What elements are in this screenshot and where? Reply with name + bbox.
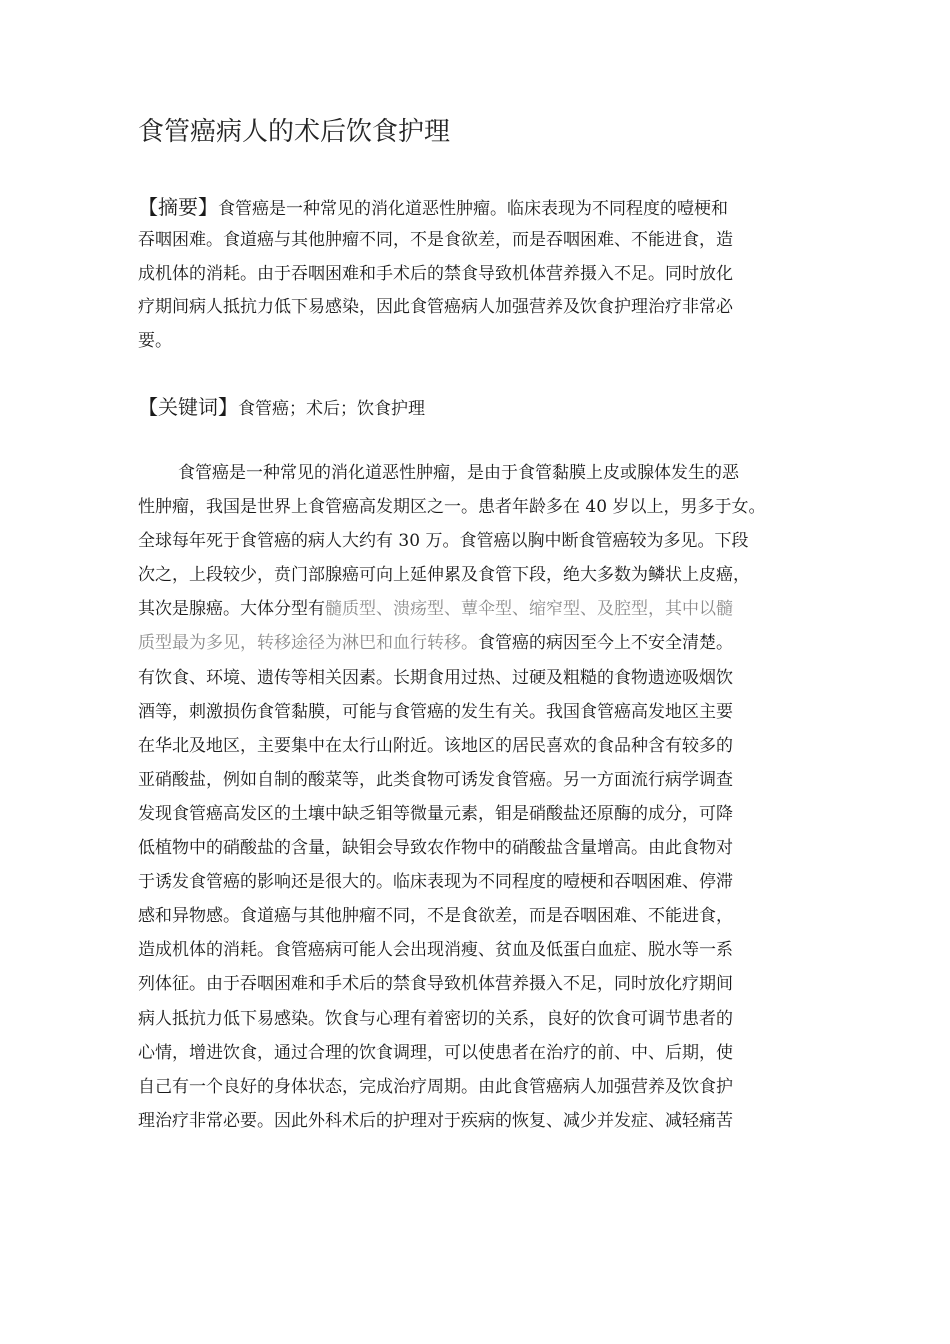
body-paragraph	[138, 456, 838, 1138]
document-title: 食管癌病人的术后饮食护理	[138, 117, 451, 147]
body-line	[138, 592, 838, 626]
abstract-line	[138, 191, 828, 224]
body-line	[138, 626, 838, 660]
body-line: 自己有一个良好的身体状态，完成治疗周期。由此食管癌病人加强营养及饮食护	[138, 1076, 733, 1097]
abstract-line: 成机体的消耗。由于吞咽困难和手术后的禁食导致机体营养摄入不足。同时放化	[138, 263, 733, 284]
body-text-segment: 其次是腺癌。大体分型有	[138, 599, 325, 620]
abstract-text: 食管癌是一种常见的消化道恶性肿瘤。临床表现为不同程度的噎梗和	[218, 199, 728, 219]
abstract-line: 要。	[138, 330, 172, 351]
keywords-label: 【关键词】	[138, 395, 238, 419]
body-line: 次之，上段较少，贲门部腺癌可向上延伸累及食管下段，绝大多数为鳞状上皮癌，	[138, 565, 750, 586]
body-line: 病人抵抗力低下易感染。饮食与心理有着密切的关系，良好的饮食可调节患者的	[138, 1008, 733, 1029]
body-line: 有饮食、环境、遗传等相关因素。长期食用过热、过硬及粗糙的食物遗迹吸烟饮	[138, 667, 733, 688]
keywords-section	[138, 390, 828, 426]
keywords-text: 食管癌；术后；饮食护理	[238, 399, 425, 419]
abstract-line: 疗期间病人抵抗力低下易感染，因此食管癌病人加强营养及饮食护理治疗非常必	[138, 297, 733, 318]
abstract-section	[138, 191, 828, 358]
abstract-line: 吞咽困难。食道癌与其他肿瘤不同，不是食欲差，而是吞咽困难、不能进食，造	[138, 230, 733, 251]
body-line: 理治疗非常必要。因此外科术后的护理对于疾病的恢复、减少并发症、减轻痛苦	[138, 1110, 733, 1131]
highlighted-text-segment: 髓质型、溃疡型、蕈伞型、缩窄型、及腔型，其中以髓	[325, 599, 733, 620]
body-line: 性肿瘤，我国是世界上食管癌高发期区之一。患者年龄多在 40 岁以上，男多于女。	[138, 497, 766, 518]
body-line: 食管癌是一种常见的消化道恶性肿瘤，是由于食管黏膜上皮或腺体发生的恶	[178, 463, 739, 483]
abstract-label: 【摘要】	[138, 195, 218, 219]
body-line: 感和异物感。食道癌与其他肿瘤不同，不是食欲差，而是吞咽困难、不能进食，	[138, 906, 733, 927]
body-line: 全球每年死于食管癌的病人大约有 30 万。食管癌以胸中断食管癌较为多见。下段	[138, 531, 749, 552]
body-line: 于诱发食管癌的影响还是很大的。临床表现为不同程度的噎梗和吞咽困难、停滞	[138, 872, 733, 893]
body-line: 心情，增进饮食，通过合理的饮食调理，可以使患者在治疗的前、中、后期，使	[138, 1042, 733, 1063]
body-line: 低植物中的硝酸盐的含量，缺钼会导致农作物中的硝酸盐含量增高。由此食物对	[138, 838, 733, 859]
highlighted-text-segment: 质型最为多见，转移途径为淋巴和血行转移。	[138, 633, 478, 654]
body-line: 在华北及地区，主要集中在太行山附近。该地区的居民喜欢的食品种含有较多的	[138, 735, 733, 756]
body-line: 发现食管癌高发区的土壤中缺乏钼等微量元素，钼是硝酸盐还原酶的成分，可降	[138, 803, 733, 824]
body-text-segment: 食管癌的病因至今上不安全清楚。	[478, 633, 733, 654]
body-line: 亚硝酸盐，例如自制的酸菜等，此类食物可诱发食管癌。另一方面流行病学调查	[138, 769, 733, 790]
body-line: 酒等，刺激损伤食管黏膜，可能与食管癌的发生有关。我国食管癌高发地区主要	[138, 701, 733, 722]
body-line: 列体征。由于吞咽困难和手术后的禁食导致机体营养摄入不足，同时放化疗期间	[138, 974, 733, 995]
body-line: 造成机体的消耗。食管癌病可能人会出现消瘦、贫血及低蛋白血症、脱水等一系	[138, 940, 733, 961]
